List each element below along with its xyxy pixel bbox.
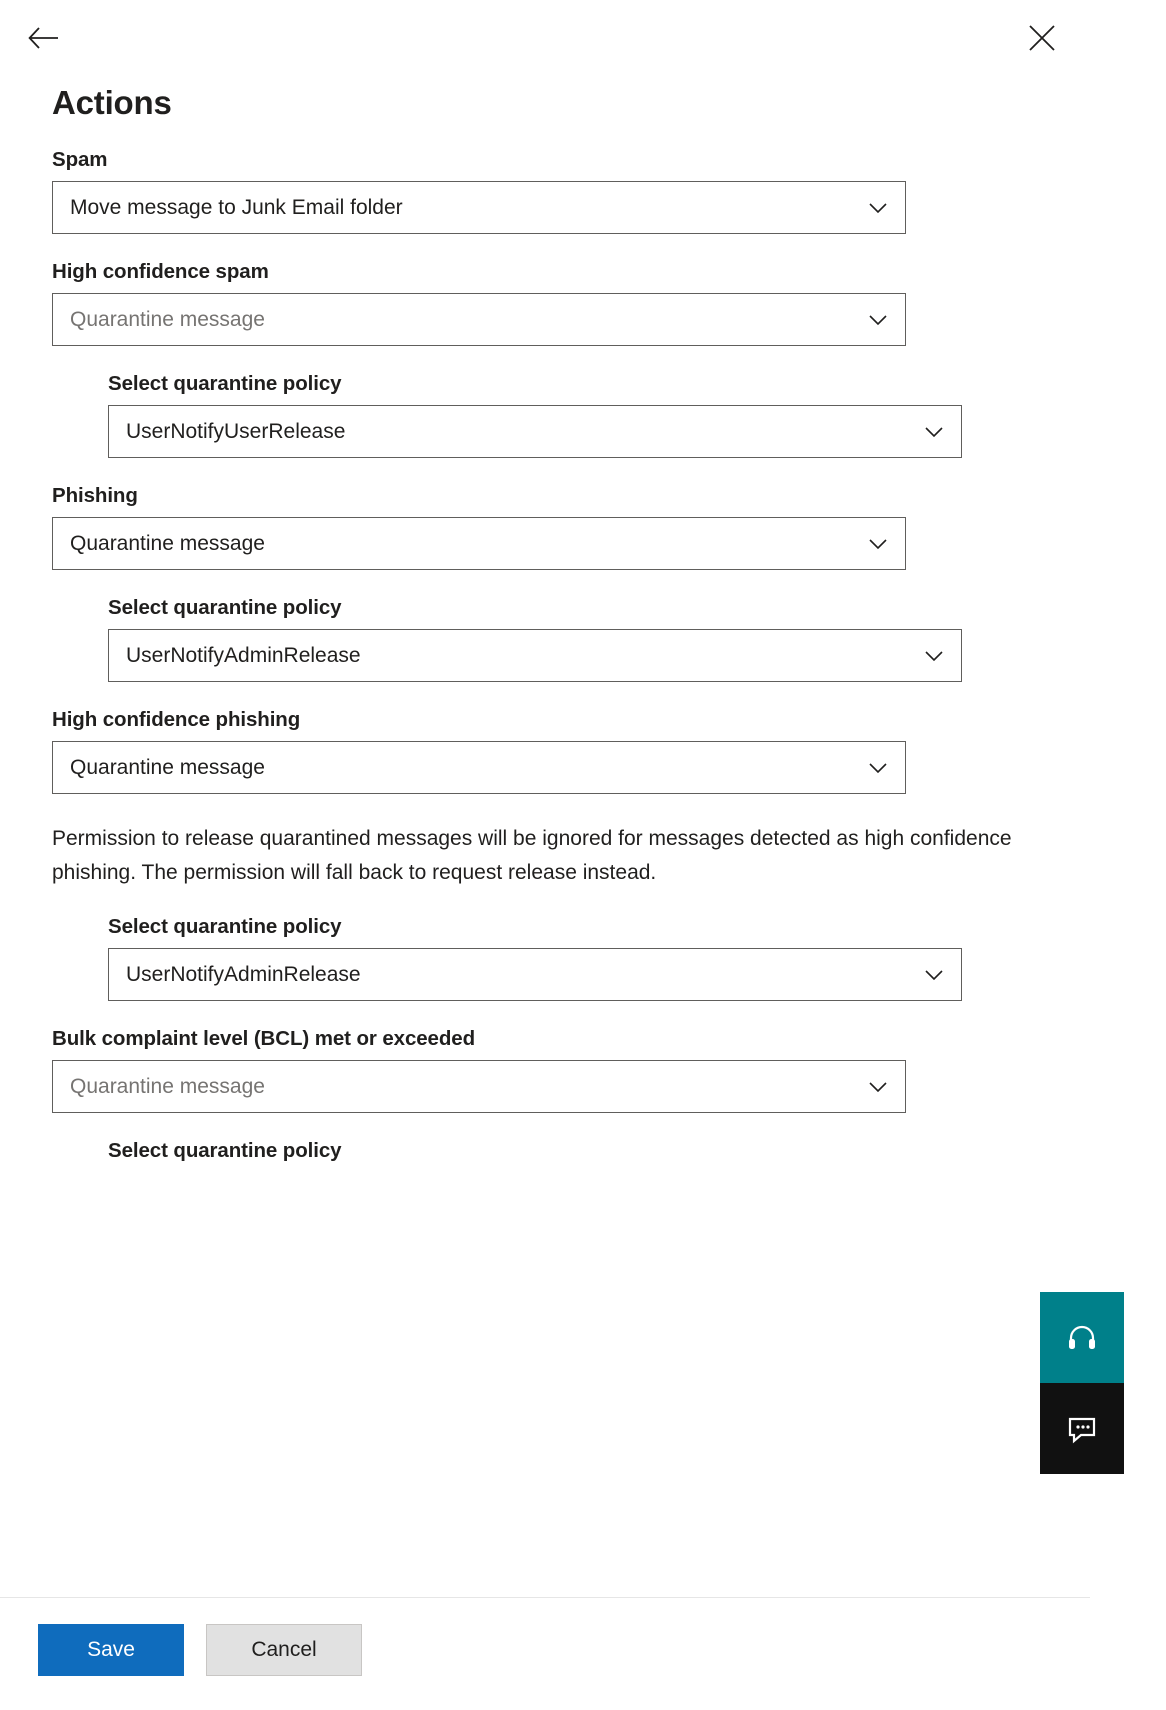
field-label: High confidence spam xyxy=(52,260,269,283)
cancel-button[interactable]: Cancel xyxy=(206,1624,362,1676)
field-label: Select quarantine policy xyxy=(108,372,342,395)
quarantine-policy-value-hcs: UserNotifyUserRelease xyxy=(126,419,346,443)
chevron-down-icon xyxy=(867,757,889,779)
chevron-down-icon xyxy=(923,421,945,443)
phishing-action-value: Quarantine message xyxy=(70,531,265,555)
quarantine-policy-dropdown-hcs[interactable] xyxy=(108,405,962,458)
chat-button[interactable] xyxy=(1040,1383,1124,1474)
spam-action-dropdown[interactable] xyxy=(52,181,906,234)
support-button[interactable] xyxy=(1040,1292,1124,1383)
headset-icon xyxy=(1065,1321,1099,1355)
field-label: Bulk complaint level (BCL) met or exceeded xyxy=(52,1027,475,1051)
quarantine-policy-dropdown-hcp[interactable] xyxy=(108,948,962,1001)
page-title: Actions xyxy=(52,84,172,121)
field-quarantine-policy-phishing xyxy=(108,596,962,682)
field-spam xyxy=(52,148,906,234)
field-label: Spam xyxy=(52,148,108,171)
field-quarantine-policy-high-confidence-spam xyxy=(108,372,962,458)
save-button[interactable]: Save xyxy=(38,1624,184,1676)
field-quarantine-policy-high-confidence-phishing xyxy=(108,915,962,1001)
field-quarantine-policy-bcl-partial xyxy=(108,1139,962,1163)
quarantine-policy-value-phishing: UserNotifyAdminRelease xyxy=(126,643,361,667)
chevron-down-icon xyxy=(923,964,945,986)
chevron-down-icon xyxy=(867,533,889,555)
close-button[interactable] xyxy=(1018,14,1066,62)
close-icon xyxy=(1027,23,1057,53)
field-label: Phishing xyxy=(52,484,138,507)
field-phishing xyxy=(52,484,906,570)
field-high-confidence-spam xyxy=(52,260,906,346)
high-confidence-spam-action-value: Quarantine message xyxy=(70,307,265,331)
chevron-down-icon xyxy=(867,1076,889,1098)
field-label-partial: Select quarantine policy xyxy=(108,1139,342,1163)
phishing-action-dropdown[interactable] xyxy=(52,517,906,570)
back-arrow-icon xyxy=(27,21,61,55)
high-confidence-phishing-note: Permission to release quarantined messages will be ignored for messages detected as high confidence phishing. The permission will fall back to request release instead. xyxy=(52,827,1012,884)
quarantine-policy-dropdown-phishing[interactable] xyxy=(108,629,962,682)
panel-content xyxy=(0,74,1090,1710)
spam-action-value: Move message to Junk Email folder xyxy=(70,195,403,219)
back-button[interactable] xyxy=(20,14,68,62)
high-confidence-phishing-action-dropdown[interactable] xyxy=(52,741,906,794)
field-high-confidence-phishing xyxy=(52,708,906,794)
high-confidence-spam-action-dropdown[interactable] xyxy=(52,293,906,346)
high-confidence-phishing-action-value: Quarantine message xyxy=(70,755,265,779)
chevron-down-icon xyxy=(923,645,945,667)
chevron-down-icon xyxy=(867,309,889,331)
help-dock xyxy=(1040,1292,1124,1474)
field-label: Select quarantine policy xyxy=(108,596,342,619)
panel-footer xyxy=(0,1597,1090,1710)
quarantine-policy-value-hcp: UserNotifyAdminRelease xyxy=(126,962,361,986)
chevron-down-icon xyxy=(867,197,889,219)
bulk-complaint-level-action-value: Quarantine message xyxy=(70,1074,265,1098)
field-bulk-complaint-level xyxy=(52,1027,906,1113)
panel-topbar xyxy=(0,0,1090,74)
bulk-complaint-level-action-dropdown[interactable] xyxy=(52,1060,906,1113)
field-label: Select quarantine policy xyxy=(108,915,342,939)
field-label: High confidence phishing xyxy=(52,708,301,731)
chat-icon xyxy=(1065,1412,1099,1446)
